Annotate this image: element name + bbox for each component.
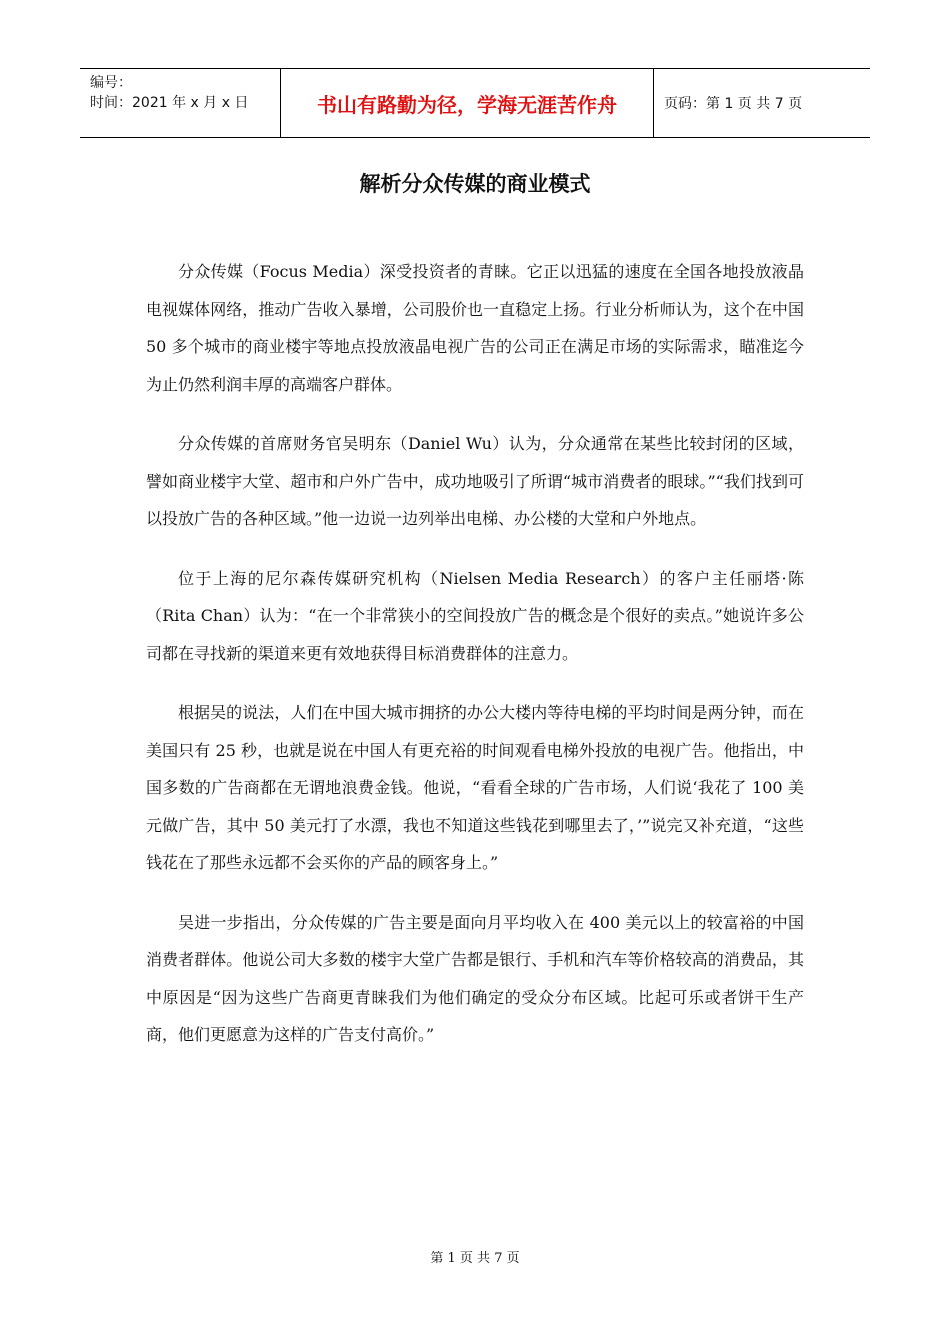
paragraph-5: 吴进一步指出，分众传媒的广告主要是面向月平均收入在 400 美元以上的较富裕的中国消费者群体。他说公司大多数的楼宇大堂广告都是银行、手机和汽车等价格较高的消费品，其中原因是“因为这些广告商更青睐我们为他们确定的受众分布区域。比起可乐或者饼干生产商，他们更愿意为这样的广告支付高价。”	[146, 912, 804, 1044]
paragraph-2: 分众传媒的首席财务官吴明东（Daniel Wu）认为，分众通常在某些比较封闭的区域，譬如商业楼宇大堂、超市和户外广告中，成功地吸引了所谓“城市消费者的眼球。”“我们找到可以投放广告的各种区域。”他一边说一边列举出电梯、办公楼的大堂和户外地点。	[146, 434, 804, 528]
header-meta	[80, 69, 281, 137]
document-title: 解析分众传媒的商业模式	[359, 172, 591, 196]
paragraph-4: 根据吴的说法，人们在中国大城市拥挤的办公大楼内等待电梯的平均时间是两分钟，而在美国只有 25 秒，也就是说在中国人有更充裕的时间观看电梯外投放的电视广告。他指出，中国多数的广告商都在无谓地浪费金钱。他说，“看看全球的广告市场，人们说‘我花了 100 美元做广告，其中 50 美元打了水漂，我也不知道这些钱花到哪里去了，’”说完又补充道，“这些钱花在了那些永远都不会买你的产品的顾客身上。”	[146, 703, 804, 872]
header-page-label: 页码：第 1 页 共 7 页	[664, 96, 803, 112]
document-body	[146, 253, 804, 1076]
document-number-label: 编号：	[90, 75, 132, 91]
paragraph-1: 分众传媒（Focus Media）深受投资者的青睐。它正以迅猛的速度在全国各地投放液晶电视媒体网络，推动广告收入暴增，公司股价也一直稳定上扬。行业分析师认为，这个在中国 50 多个城市的商业楼宇等地点投放液晶电视广告的公司正在满足市场的实际需求，瞄准迄今为止仍然利润丰厚的高端客户群体。	[146, 262, 804, 394]
header-motto: 书山有路勤为径，学海无涯苦作舟	[281, 69, 654, 137]
document-header	[80, 68, 870, 138]
page-footer: 第 1 页 共 7 页	[430, 1251, 520, 1266]
paragraph-3: 位于上海的尼尔森传媒研究机构（Nielsen Media Research）的客户主任丽塔·陈（Rita Chan）认为：“在一个非常狭小的空间投放广告的概念是个很好的卖点。”她说许多公司都在寻找新的渠道来更有效地获得目标消费群体的注意力。	[146, 568, 804, 663]
document-date-label: 时间：2021 年 x 月 x 日	[90, 95, 249, 111]
